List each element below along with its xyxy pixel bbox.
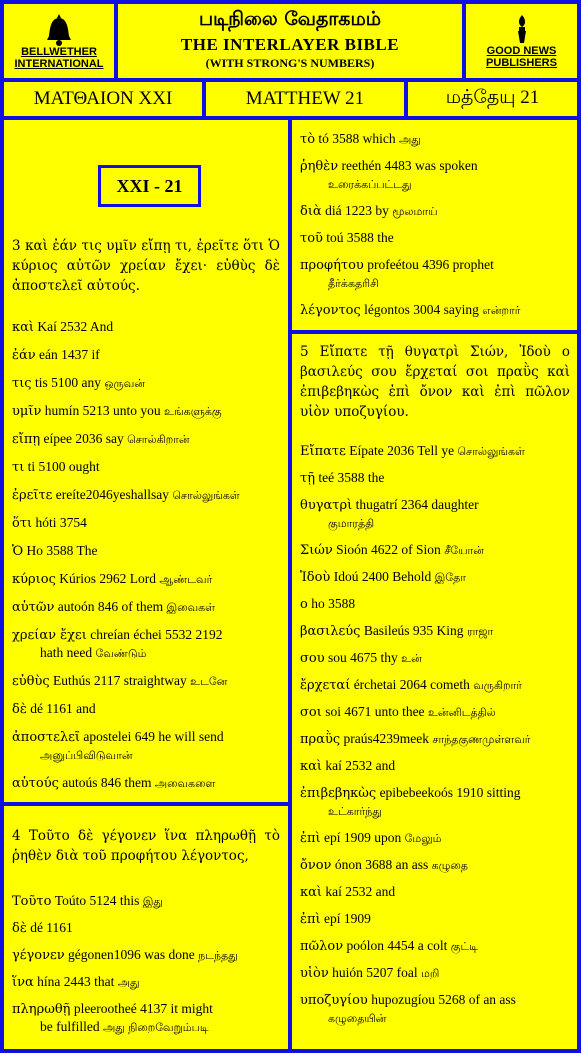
word-gloss: poólon 4454 a colt [346,938,448,953]
tamil-gloss: ஒருவன் [104,377,145,390]
word-gloss: érchetai 2064 cometh [353,677,470,692]
tamil-gloss: உரைக்கப்பட்டது [328,178,412,191]
word-row [300,937,570,955]
word-gloss: thugatrí 2364 daughter [355,497,479,512]
word-row-continuation [300,1009,570,1027]
word-row [300,829,570,847]
greek-word: Σιών [300,543,333,558]
word-gloss: humín 5213 unto you [44,403,161,418]
tamil-gloss: மூலமாய் [392,205,438,218]
word-row-continuation [300,514,570,532]
word-gloss: kaí 2532 and [325,884,396,899]
title-block [118,4,462,78]
chapter-label: XXI - 21 [98,165,201,207]
word-row [300,964,570,982]
word-gloss: chreían échei 5532 2192 [90,627,223,642]
greek-word: πῶλον [300,939,344,954]
word-row [12,486,282,504]
word-gloss: Euthús 2117 straightway [53,673,187,688]
tamil-gloss: அது [117,976,140,989]
verse-4-word-list [12,892,282,1045]
good-news-logo [466,4,577,78]
word-row [12,973,282,991]
word-gloss: ereíte2046yeshallsay [55,487,169,502]
word-gloss: autoús 846 them [62,775,152,790]
word-row-continuation [12,746,282,764]
word-gloss: reethén 4483 was spoken [341,158,478,173]
greek-word: πραῢς [300,732,341,747]
word-gloss: apostelei 649 he will send [83,729,224,744]
greek-word: ἐρεῖτε [12,488,53,503]
tamil-gloss: குமாரத்தி [328,517,375,530]
word-row [300,496,570,532]
tamil-gloss: உன் [401,652,422,665]
greek-word: αὐτούς [12,776,59,791]
word-gloss: gégonen1096 was done [68,947,195,962]
tamil-gloss: வருகிறார் [473,679,522,692]
chapter-greek: ΜΑΤΘΑΙΟΝ XXI [4,82,202,116]
word-row [300,910,570,928]
word-gloss: kaí 2532 and [325,758,396,773]
word-row [300,883,570,901]
word-row [12,626,282,662]
word-gloss: huión 5207 foal [332,965,418,980]
greek-word: δὲ [12,921,27,936]
word-gloss: epibebeekoós 1910 sitting [379,785,521,800]
word-row [12,946,282,964]
greek-word: προφήτου [300,258,364,273]
word-gloss: eípee 2036 say [43,431,124,446]
greek-word: καὶ [300,759,323,774]
word-gloss: tis 5100 any [34,375,101,390]
word-row [300,676,570,694]
greek-word: γέγονεν [12,948,65,963]
greek-word: ἀποστελεῖ [12,730,81,745]
word-row-continuation [12,644,282,662]
word-row [12,919,282,937]
title-english: THE INTERLAYER BIBLE [180,35,400,54]
tamil-gloss: உங்களுக்கு [164,405,222,418]
word-row [300,784,570,820]
word-gloss: praús4239meek [343,731,430,746]
tamil-gloss: அது [399,133,421,146]
good-news-logo-text: GOOD NEWS PUBLISHERS [486,45,557,69]
greek-word: Ἰδοὺ [300,570,331,585]
word-row [300,541,570,559]
word-row [12,672,282,690]
word-gloss: hupozugíou 5268 of an ass [371,992,516,1007]
word-gloss: hóti 3754 [35,515,87,530]
word-row [12,374,282,392]
greek-word: ὅτι [12,516,33,531]
word-gloss: Sioón 4622 of Sion [336,542,441,557]
greek-word: τι [12,460,25,475]
word-row [300,991,570,1027]
word-row [12,430,282,448]
word-gloss: Kúrios 2962 Lord [59,571,156,586]
word-gloss: Kaí 2532 And [37,319,114,334]
word-row [300,442,570,460]
greek-word: καὶ [12,320,35,335]
word-gloss: soi 4671 unto thee [325,704,425,719]
greek-word: πληρωθῇ [12,1002,71,1017]
verse-4-cont-word-list [300,130,570,328]
word-gloss: profeétou 4396 prophet [367,257,494,272]
greek-word: ἵνα [12,975,34,990]
tamil-gloss: நடந்தது [198,949,238,962]
greek-word: λέγοντος [300,303,361,318]
word-row [12,774,282,792]
word-row [300,469,570,487]
greek-word: θυγατρὶ [300,498,353,513]
word-gloss: dé 1161 [30,920,73,935]
tamil-gloss: சொல்லுங்கள் [457,445,525,458]
greek-word: ἐάν [12,348,36,363]
torch-icon [507,13,537,45]
title-tamil: படிநிலை வேதாகமம் [198,8,382,30]
greek-word: ἐπιβεβηκὼς [300,786,377,801]
tamil-gloss: உட்கார்ந்து [328,805,382,818]
greek-word: ἐπὶ [300,912,321,927]
tamil-gloss: ராஜா [466,625,494,638]
word-gloss: ti 5100 ought [27,459,100,474]
word-gloss: autoón 846 of them [57,599,164,614]
word-gloss: Toúto 5124 this [54,893,140,908]
word-gloss: epí 1909 [324,911,371,926]
word-gloss: epí 1909 upon [324,830,402,845]
word-row [300,730,570,748]
word-gloss: eán 1437 if [39,347,100,362]
greek-word: τὸ [300,132,316,147]
greek-word: διὰ [300,204,322,219]
greek-word: Τοῦτο [12,894,52,909]
word-row [12,570,282,588]
word-gloss-continued: be fulfilled [40,1019,103,1034]
word-gloss: Idoú 2400 Behold [333,569,432,584]
word-gloss: diá 1223 by [325,203,389,218]
bell-icon [44,12,74,46]
greek-word: χρείαν ἔχει [12,628,87,643]
word-row [12,598,282,616]
greek-word: Ὁ [12,544,24,559]
greek-word: ο [300,597,308,612]
verse-5-word-list [300,442,570,1036]
greek-word: σου [300,651,325,666]
tamil-gloss: உன்னிடத்தில் [427,706,496,719]
word-row-continuation [300,274,570,292]
tamil-gloss: சொல்கிறான் [127,433,190,446]
word-row-continuation [12,1018,282,1036]
chapter-english: MATTHEW 21 [206,82,404,116]
bellwether-logo-text: BELLWETHER INTERNATIONAL [14,46,104,70]
tamil-gloss: அது நிறைவேறும்படி [102,1021,209,1034]
greek-word: ῥηθὲν [300,159,339,174]
word-gloss: légontos 3004 saying [364,302,479,317]
word-row [300,703,570,721]
word-row [12,318,282,336]
tamil-gloss: உடனே [190,675,228,688]
tamil-gloss: சொல்லுங்கள் [172,489,240,502]
word-row [300,157,570,193]
word-gloss: dé 1161 and [30,701,96,716]
tamil-gloss: அனுப்பிவிடுவான் [40,749,133,762]
greek-word: τοῦ [300,231,323,246]
greek-word: καὶ [300,885,323,900]
word-gloss: sou 4675 thy [327,650,398,665]
tamil-gloss: அவைகளை [154,777,216,790]
word-gloss: Ho 3588 The [26,543,98,558]
greek-word: ἐπὶ [300,831,321,846]
greek-word: εὐθὺς [12,674,50,689]
word-gloss: Basileús 935 King [363,623,464,638]
word-row [300,595,570,613]
word-gloss: Eípate 2036 Tell ye [349,443,455,458]
word-gloss: pleerootheé 4137 it might [73,1001,213,1016]
word-row [300,202,570,220]
greek-word: αὐτῶν [12,600,55,615]
greek-word: υποζυγίου [300,993,368,1008]
greek-word: υἱὸν [300,966,329,981]
tamil-gloss: இது [142,895,163,908]
tamil-gloss: குட்டி [450,940,478,953]
tamil-gloss: கழுதை [431,859,468,872]
verse-4-text: 4 Τοῦτο δὲ γέγονεν ἵνα πληρωθῇ τὸ ῥηθὲν διὰ τοῦ προφήτου λέγοντος, [12,828,280,864]
tamil-gloss: இதோ [434,571,467,584]
verse-3-text: 3 καὶ ἐάν τις υμῖν εἴπῃ τι, ἐρεῖτε ὅτι Ὁ κύριος αὐτῶν χρείαν ἔχει· εὐθὺς δὲ ἀποστελεῖ αὐτούς. [12,238,280,294]
greek-word: Εἴπατε [300,444,346,459]
word-row [300,649,570,667]
tamil-gloss: என்றார் [482,304,521,317]
word-row [300,622,570,640]
greek-word: δὲ [12,702,27,717]
tamil-gloss: கழுதையின் [328,1012,387,1025]
bellwether-logo [4,4,114,78]
tamil-gloss: மேலும் [404,832,442,845]
word-row [12,402,282,420]
tamil-gloss: தீர்க்கதரிசி [328,277,379,290]
greek-word: υμῖν [12,404,42,419]
word-row [300,757,570,775]
word-row [12,1000,282,1036]
greek-word: τις [12,376,32,391]
word-row [12,700,282,718]
tamil-gloss: இவைகள் [166,601,216,614]
word-row [300,301,570,319]
tamil-gloss: மறி [420,967,440,980]
verse-3-word-list [12,318,282,802]
greek-word: βασιλεύς [300,624,361,639]
word-row [12,728,282,764]
title-subtitle: (WITH STRONG'S NUMBERS) [205,56,375,70]
greek-word: τῇ [300,471,315,486]
word-row [12,514,282,532]
word-row-continuation [300,802,570,820]
word-gloss: hína 2443 that [37,974,115,989]
tamil-gloss: ஆண்டவர் [159,573,213,586]
word-row [300,856,570,874]
word-gloss: teé 3588 the [318,470,385,485]
chapter-tamil: மத்தேயு 21 [408,82,577,116]
word-gloss: ho 3588 [311,596,356,611]
word-gloss-continued: hath need [40,645,96,660]
greek-word: σοι [300,705,322,720]
greek-word: ὄνον [300,858,332,873]
word-row-continuation [300,175,570,193]
word-row [300,130,570,148]
greek-word: κύριος [12,572,56,587]
word-gloss: toú 3588 the [326,230,394,245]
greek-word: ἔρχεταί [300,678,351,693]
word-row [12,892,282,910]
tamil-gloss: சாந்தகுணமுள்ளவர் [432,733,531,746]
word-row [12,458,282,476]
word-row [300,256,570,292]
word-row [12,542,282,560]
word-row [300,229,570,247]
word-row [12,346,282,364]
greek-word: εἴπῃ [12,432,41,447]
verse-5-text: 5 Εἴπατε τῇ θυγατρὶ Σιών, Ἰδοὺ ο βασιλεύς σου ἔρχεταί σοι πραῢς καὶ ἐπιβεβηκὼς ἐπὶ ὄνον καὶ ἐπὶ πῶλον υἱὸν υποζυγίου. [300,344,570,420]
word-gloss: ónon 3688 an ass [334,857,429,872]
tamil-gloss: சீயோன் [444,544,484,557]
word-gloss: tó 3588 which [318,131,396,146]
word-row [300,568,570,586]
tamil-gloss: வேண்டும் [95,647,147,660]
